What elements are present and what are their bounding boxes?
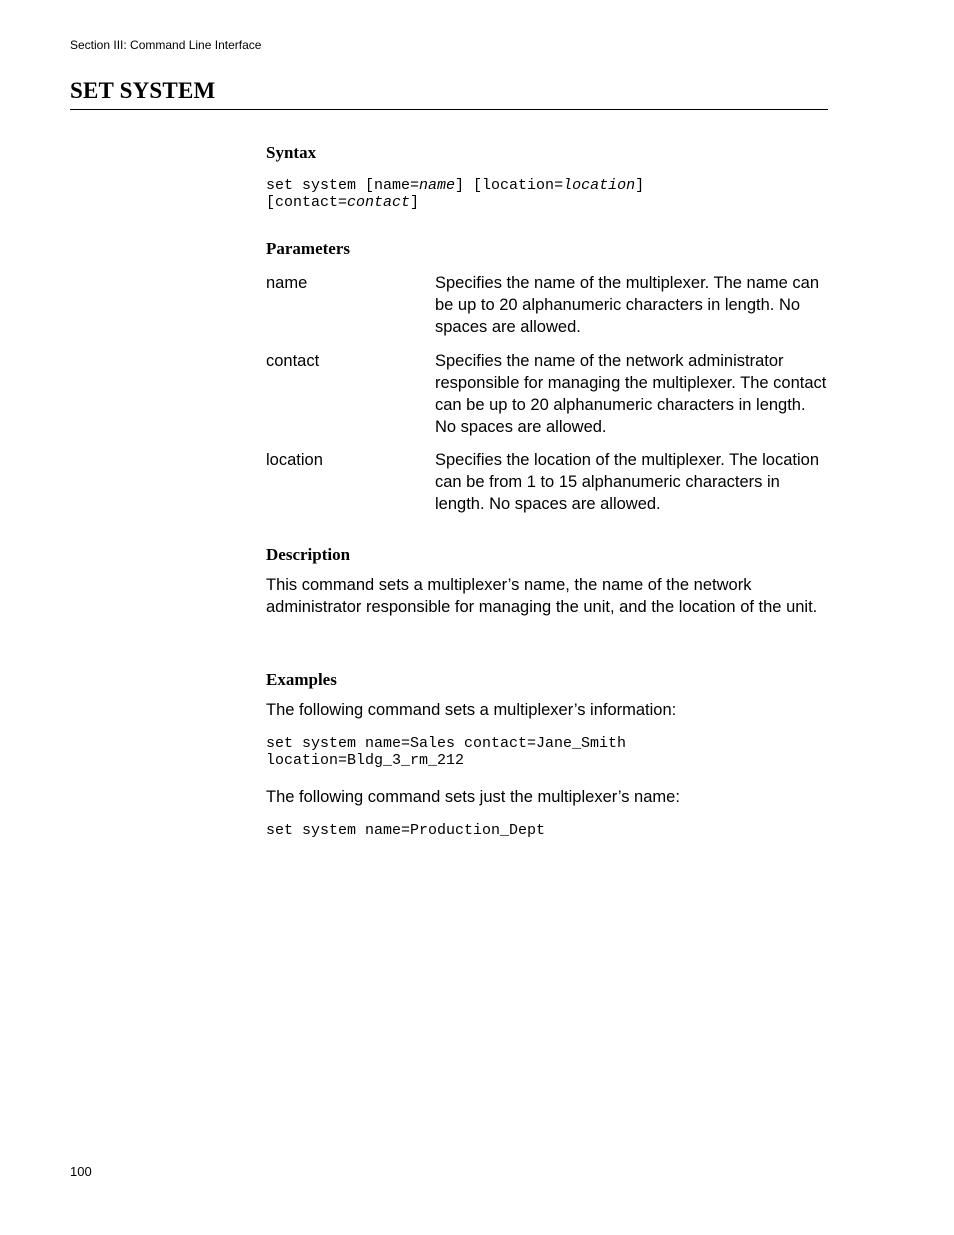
- parameter-description: Specifies the location of the multiplexer. The location can be from 1 to 15 alphanumeric characters in length. No spaces are allowed.: [435, 451, 820, 513]
- description-heading: Description: [266, 545, 351, 564]
- example-code-line: location=Bldg_3_rm_212: [266, 752, 465, 769]
- example-code-2: [266, 822, 828, 839]
- syntax-text: ]: [410, 194, 420, 211]
- parameters-section: [266, 239, 828, 259]
- syntax-text: set system [name=: [266, 177, 420, 194]
- syntax-text: ]: [635, 177, 645, 194]
- parameters-heading: Parameters: [266, 239, 351, 258]
- example-intro-text: The following command sets a multiplexer’s information:: [266, 701, 677, 719]
- syntax-placeholder-contact: contact: [347, 194, 411, 211]
- running-head: Section III: Command Line Interface: [70, 38, 262, 52]
- page-number: 100: [70, 1164, 92, 1179]
- syntax-text: ] [location=: [455, 177, 564, 194]
- description-text: This command sets a multiplexer’s name, the name of the network administrator responsible for managing the unit, and the location of the unit.: [266, 576, 818, 616]
- title-rule: [70, 109, 828, 110]
- syntax-line-1: [266, 177, 828, 194]
- examples-heading: Examples: [266, 670, 337, 689]
- syntax-text: [contact=: [266, 194, 348, 211]
- example-code-line: set system name=Production_Dept: [266, 822, 546, 839]
- description-section: [266, 545, 828, 565]
- parameter-name: contact: [266, 352, 320, 370]
- syntax-heading: Syntax: [266, 143, 317, 162]
- examples-intro-1: [266, 699, 828, 721]
- parameter-description: Specifies the name of the network administrator responsible for managing the multiplexer. The contact can be up to 20 alphanumeric characters in length. No spaces are allowed.: [435, 352, 827, 436]
- syntax-section: [266, 143, 828, 163]
- syntax-code: [266, 177, 828, 211]
- parameter-description: Specifies the name of the multiplexer. The name can be up to 20 alphanumeric characters in length. No spaces are allowed.: [435, 274, 819, 336]
- description-body: [266, 574, 828, 618]
- syntax-line-2: [266, 194, 828, 211]
- syntax-placeholder-location: location: [563, 177, 636, 194]
- parameter-name: name: [266, 274, 308, 292]
- page-title: SET SYSTEM: [70, 78, 216, 103]
- examples-intro-2: [266, 786, 828, 808]
- parameter-name: location: [266, 451, 323, 469]
- example-code-1: [266, 735, 828, 769]
- example-intro-text: The following command sets just the multiplexer’s name:: [266, 788, 680, 806]
- examples-section: [266, 670, 828, 690]
- syntax-placeholder-name: name: [419, 177, 456, 194]
- example-code-line: set system name=Sales contact=Jane_Smith: [266, 735, 627, 752]
